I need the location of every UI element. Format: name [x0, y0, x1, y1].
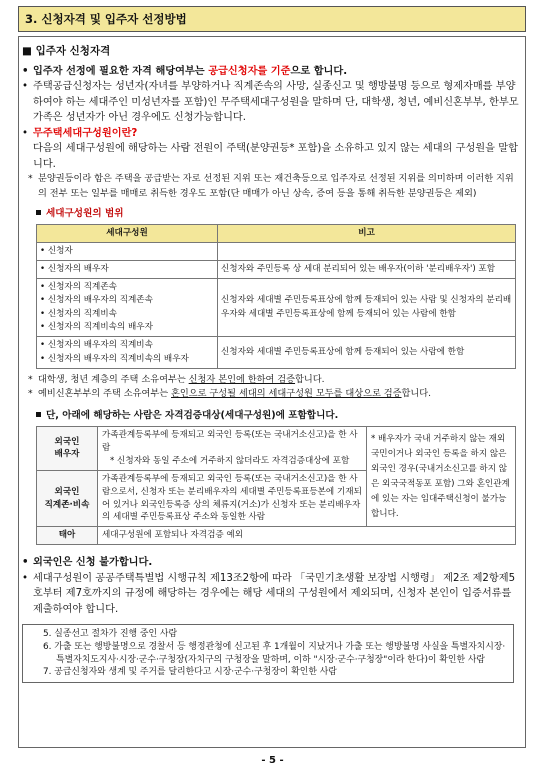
item-applicant: • 주택공급신청자는 성년자(자녀를 부양하거나 직계존속의 사망, 실종신고 및 행방불명 등으로 형제자매를 부양하여야 하는 세대주인 미성년자를 포함)인 무주택세대구성원을 말하며 단, 대학생, 청년, 예비신혼부부, 한부모가족은 성년자가 아닌 경우에도 신청가능합니다.: [22, 81, 519, 124]
table-row: 태아 세대구성원에 포함되나 자격검증 예외: [37, 527, 516, 545]
table-row: • 신청자: [37, 242, 516, 260]
note-presale-rights: * 분양권등이라 함은 주택을 공급받는 자로 선정된 지위 또는 재건축등으로 입주자로 선정된 지위를 의미하며 이러한 지위의 전부 또는 일부를 매매로 취득한 경우도 포함(단 매매가 아닌 상속, 증여 등을 통해 취득한 분양권등은 제외): [28, 173, 514, 199]
table-row: • 신청자의 배우자 신청자와 주민등록 상 세대 분리되어 있는 배우자(이하 '분리배우자') 포함: [37, 260, 516, 278]
table2-title: 단, 아래에 해당하는 사람은 자격검증대상(세대구성원)에 포함합니다.: [36, 409, 522, 424]
spouse-side-note: * 배우자가 국내 거주하지 않는 재외국민이거나 외국인 등록을 하지 않은 외국인 경우(국내거소신고를 하지 않은 외국국적동포 포함) 그와 혼인관계에 있는 자는 임대주택신청이 불가능합니다.: [367, 427, 516, 527]
content: [22, 44, 522, 683]
table-row: • 신청자의 배우자의 직계비속 • 신청자의 배우자의 직계비속의 배우자 신청자와 세대별 주민등록표상에 함께 등재되어 있는 사람에 한함: [37, 337, 516, 369]
list-item: 5. 실종선고 절차가 진행 중인 사람: [43, 629, 178, 640]
table-row: 외국인 배우자 가족관계등록부에 등재되고 외국인 등록(또는 국내거소신고)을 한 사람 * 신청자와 동일 주소에 거주하지 않더라도 자격검증대상에 포함 * 배우자가 국내 거주하지 않는 재외국민이거나 외국인 등록을 하지 않은 외국인 경우(국내거소신고를 하지 않은 외국국적동포 포함) 그와 혼인관계에 있는 자는 임대주택신청이 불가능합니다.: [37, 427, 516, 471]
inclusion-table: [36, 426, 516, 545]
table-header: 비고: [218, 224, 516, 242]
criteria-highlight: 공급신청자를 기준: [208, 65, 291, 77]
table1-title: 세대구성원의 범위: [36, 207, 522, 222]
square-bullet-icon: [36, 412, 41, 417]
exclusion-box: [22, 624, 514, 683]
subsection-title: ■ 입주자 신청자격: [22, 45, 111, 57]
note-engaged-couple: * 예비신혼부부의 주택 소유여부는 혼인으로 구성될 세대의 세대구성원 모두를 대상으로 검증합니다.: [28, 388, 432, 400]
section-header: [18, 6, 526, 32]
definition-title: 무주택세대구성원이란?: [33, 127, 138, 139]
table-row: 외국인 직계존·비속 가족관계등록부에 등재되고 외국인 등록(또는 국내거소신고)을 한 사람으로서, 신청자 또는 분리배우자의 세대별 주민등록표등본에 기재되어 있거나 외국인등록증 상의 체류지(거소)가 신청자 또는 분리배우자의 세대별 주민등록표상 주소와 동일한 사람: [37, 470, 516, 527]
item-definition: • 무주택세대구성원이란? 다음의 세대구성원에 해당하는 사람 전원이 주택(분양권등* 포함)을 소유하고 있지 않는 세대의 구성원을 말합니다.: [22, 127, 518, 170]
item-exclusion: • 세대구성원이 공공주택특별법 시행규칙 제13조2항에 따라 「국민기초생활 보장법 시행령」 제2조 제2항제5호부터 제7호까지의 규정에 해당하는 경우에는 해당 세대의 구성원에서 제외되며, 신청자 본인이 입증서류를 제출하여야 합니다.: [22, 572, 516, 615]
table-row: • 신청자의 직계존속 • 신청자의 배우자의 직계존속 • 신청자의 직계비속 • 신청자의 직계비속의 배우자 신청자와 세대별 주민등록표상에 함께 등재되어 있는 사람 및 신청자의 분리배우자와 세대별 주민등록표상에 함께 등재되어 있는 사람에 한함: [37, 279, 516, 337]
section-header-title: 3. 신청자격 및 입주자 선정방법: [25, 12, 187, 26]
list-item: 7. 공급신청자와 생계 및 주거를 달리한다고 시장·군수·구청장이 확인한 사람: [43, 667, 337, 678]
table-header: 세대구성원: [37, 224, 218, 242]
square-bullet-icon: [36, 210, 41, 215]
item-criteria: • 입주자 선정에 필요한 자격 해당여부는 공급신청자를 기준으로 합니다.: [22, 65, 348, 77]
list-item: 6. 가출 또는 행방불명으로 경찰서 등 행정관청에 신고된 후 1개월이 지났거나 가출 또는 행방불명 사실을 특별자치시장·특별자치도지사·시장·군수·구청장(자치구의 구청장을 말하며, 이하 "시장·군수·구청장"이라 한다)이 확인한 사람: [43, 641, 506, 665]
household-member-table: [36, 224, 516, 370]
note-student-youth: * 대학생, 청년 계층의 주택 소유여부는 신청자 본인에 한하여 검증합니다.: [28, 374, 325, 386]
item-foreigner: • 외국인은 신청 불가합니다.: [22, 557, 153, 569]
page-number: - 5 -: [261, 755, 284, 766]
